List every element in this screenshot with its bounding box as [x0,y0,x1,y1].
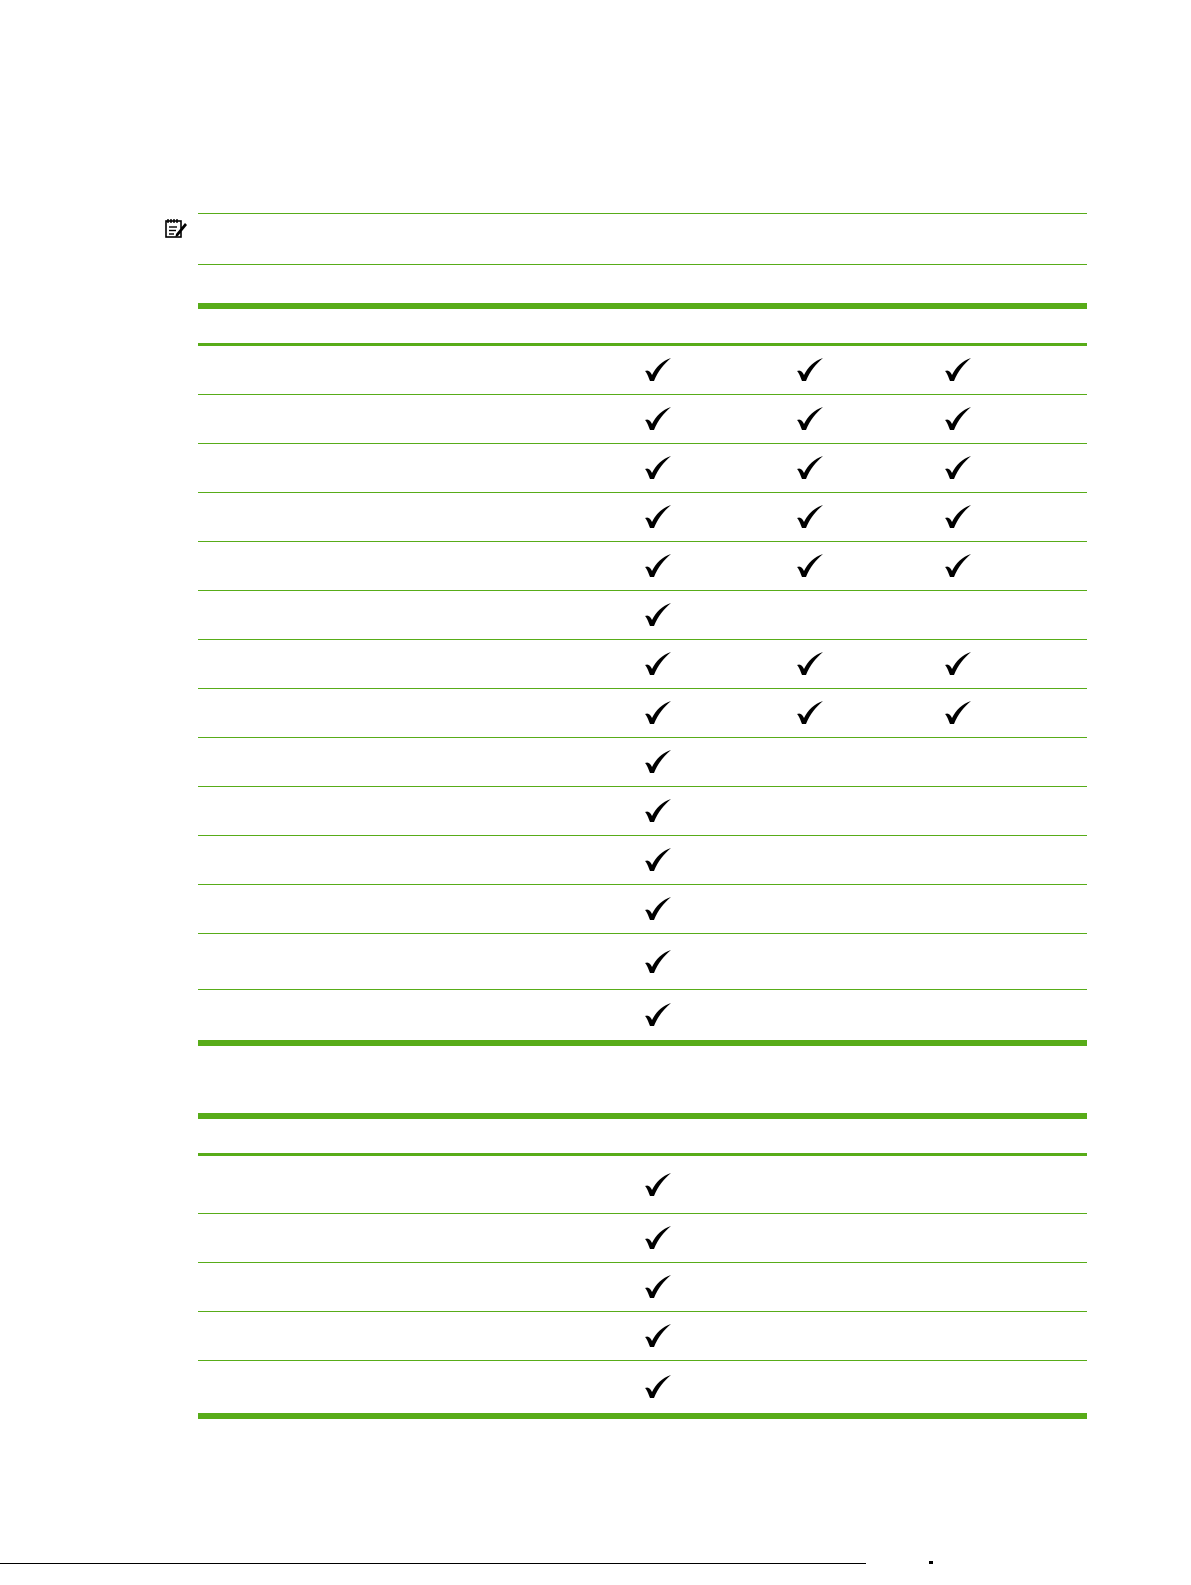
table-bottom-rule [198,1413,1087,1419]
check-mark-icon [795,504,825,530]
check-mark-icon [795,553,825,579]
feature-table-1 [198,303,1087,1046]
check-mark-icon [795,455,825,481]
table-header-row [198,309,1087,346]
table-row [198,934,1087,990]
check-mark-icon [643,896,673,922]
check-mark-icon [943,455,973,481]
table-row [198,1361,1087,1413]
table-row [198,591,1087,640]
check-mark-icon [943,553,973,579]
table-row [198,738,1087,787]
check-mark-icon [943,406,973,432]
check-mark-icon [943,651,973,677]
check-mark-icon [795,700,825,726]
footer-rule [0,1563,866,1564]
table-row [198,395,1087,444]
check-mark-icon [643,553,673,579]
check-mark-icon [643,651,673,677]
table-row [198,1156,1087,1214]
table-body [198,346,1087,1040]
check-mark-icon [643,504,673,530]
check-mark-icon [643,749,673,775]
check-mark-icon [643,847,673,873]
check-mark-icon [795,651,825,677]
check-mark-icon [643,455,673,481]
check-mark-icon [643,949,673,975]
table-row [198,1312,1087,1361]
check-mark-icon [795,406,825,432]
table-row [198,1263,1087,1312]
check-mark-icon [943,357,973,383]
check-mark-icon [643,357,673,383]
check-mark-icon [643,700,673,726]
table-row [198,444,1087,493]
note-icon [164,217,188,239]
table-row [198,493,1087,542]
check-mark-icon [943,700,973,726]
feature-table-2 [198,1113,1087,1419]
table-row [198,346,1087,395]
table-body [198,1156,1087,1413]
check-mark-icon [643,798,673,824]
check-mark-icon [643,602,673,628]
table-header-row [198,1119,1087,1156]
note-box [198,213,1087,265]
table-row [198,1214,1087,1263]
check-mark-icon [643,406,673,432]
check-mark-icon [643,1374,673,1400]
check-mark-icon [643,1172,673,1198]
table-row [198,542,1087,591]
table-row [198,990,1087,1040]
table-row [198,787,1087,836]
footer-mark [929,1561,933,1564]
table-row [198,689,1087,738]
check-mark-icon [643,1274,673,1300]
check-mark-icon [643,1225,673,1251]
table-bottom-rule [198,1040,1087,1046]
check-mark-icon [943,504,973,530]
check-mark-icon [795,357,825,383]
table-row [198,640,1087,689]
table-row [198,885,1087,934]
table-row [198,836,1087,885]
check-mark-icon [643,1002,673,1028]
check-mark-icon [643,1323,673,1349]
